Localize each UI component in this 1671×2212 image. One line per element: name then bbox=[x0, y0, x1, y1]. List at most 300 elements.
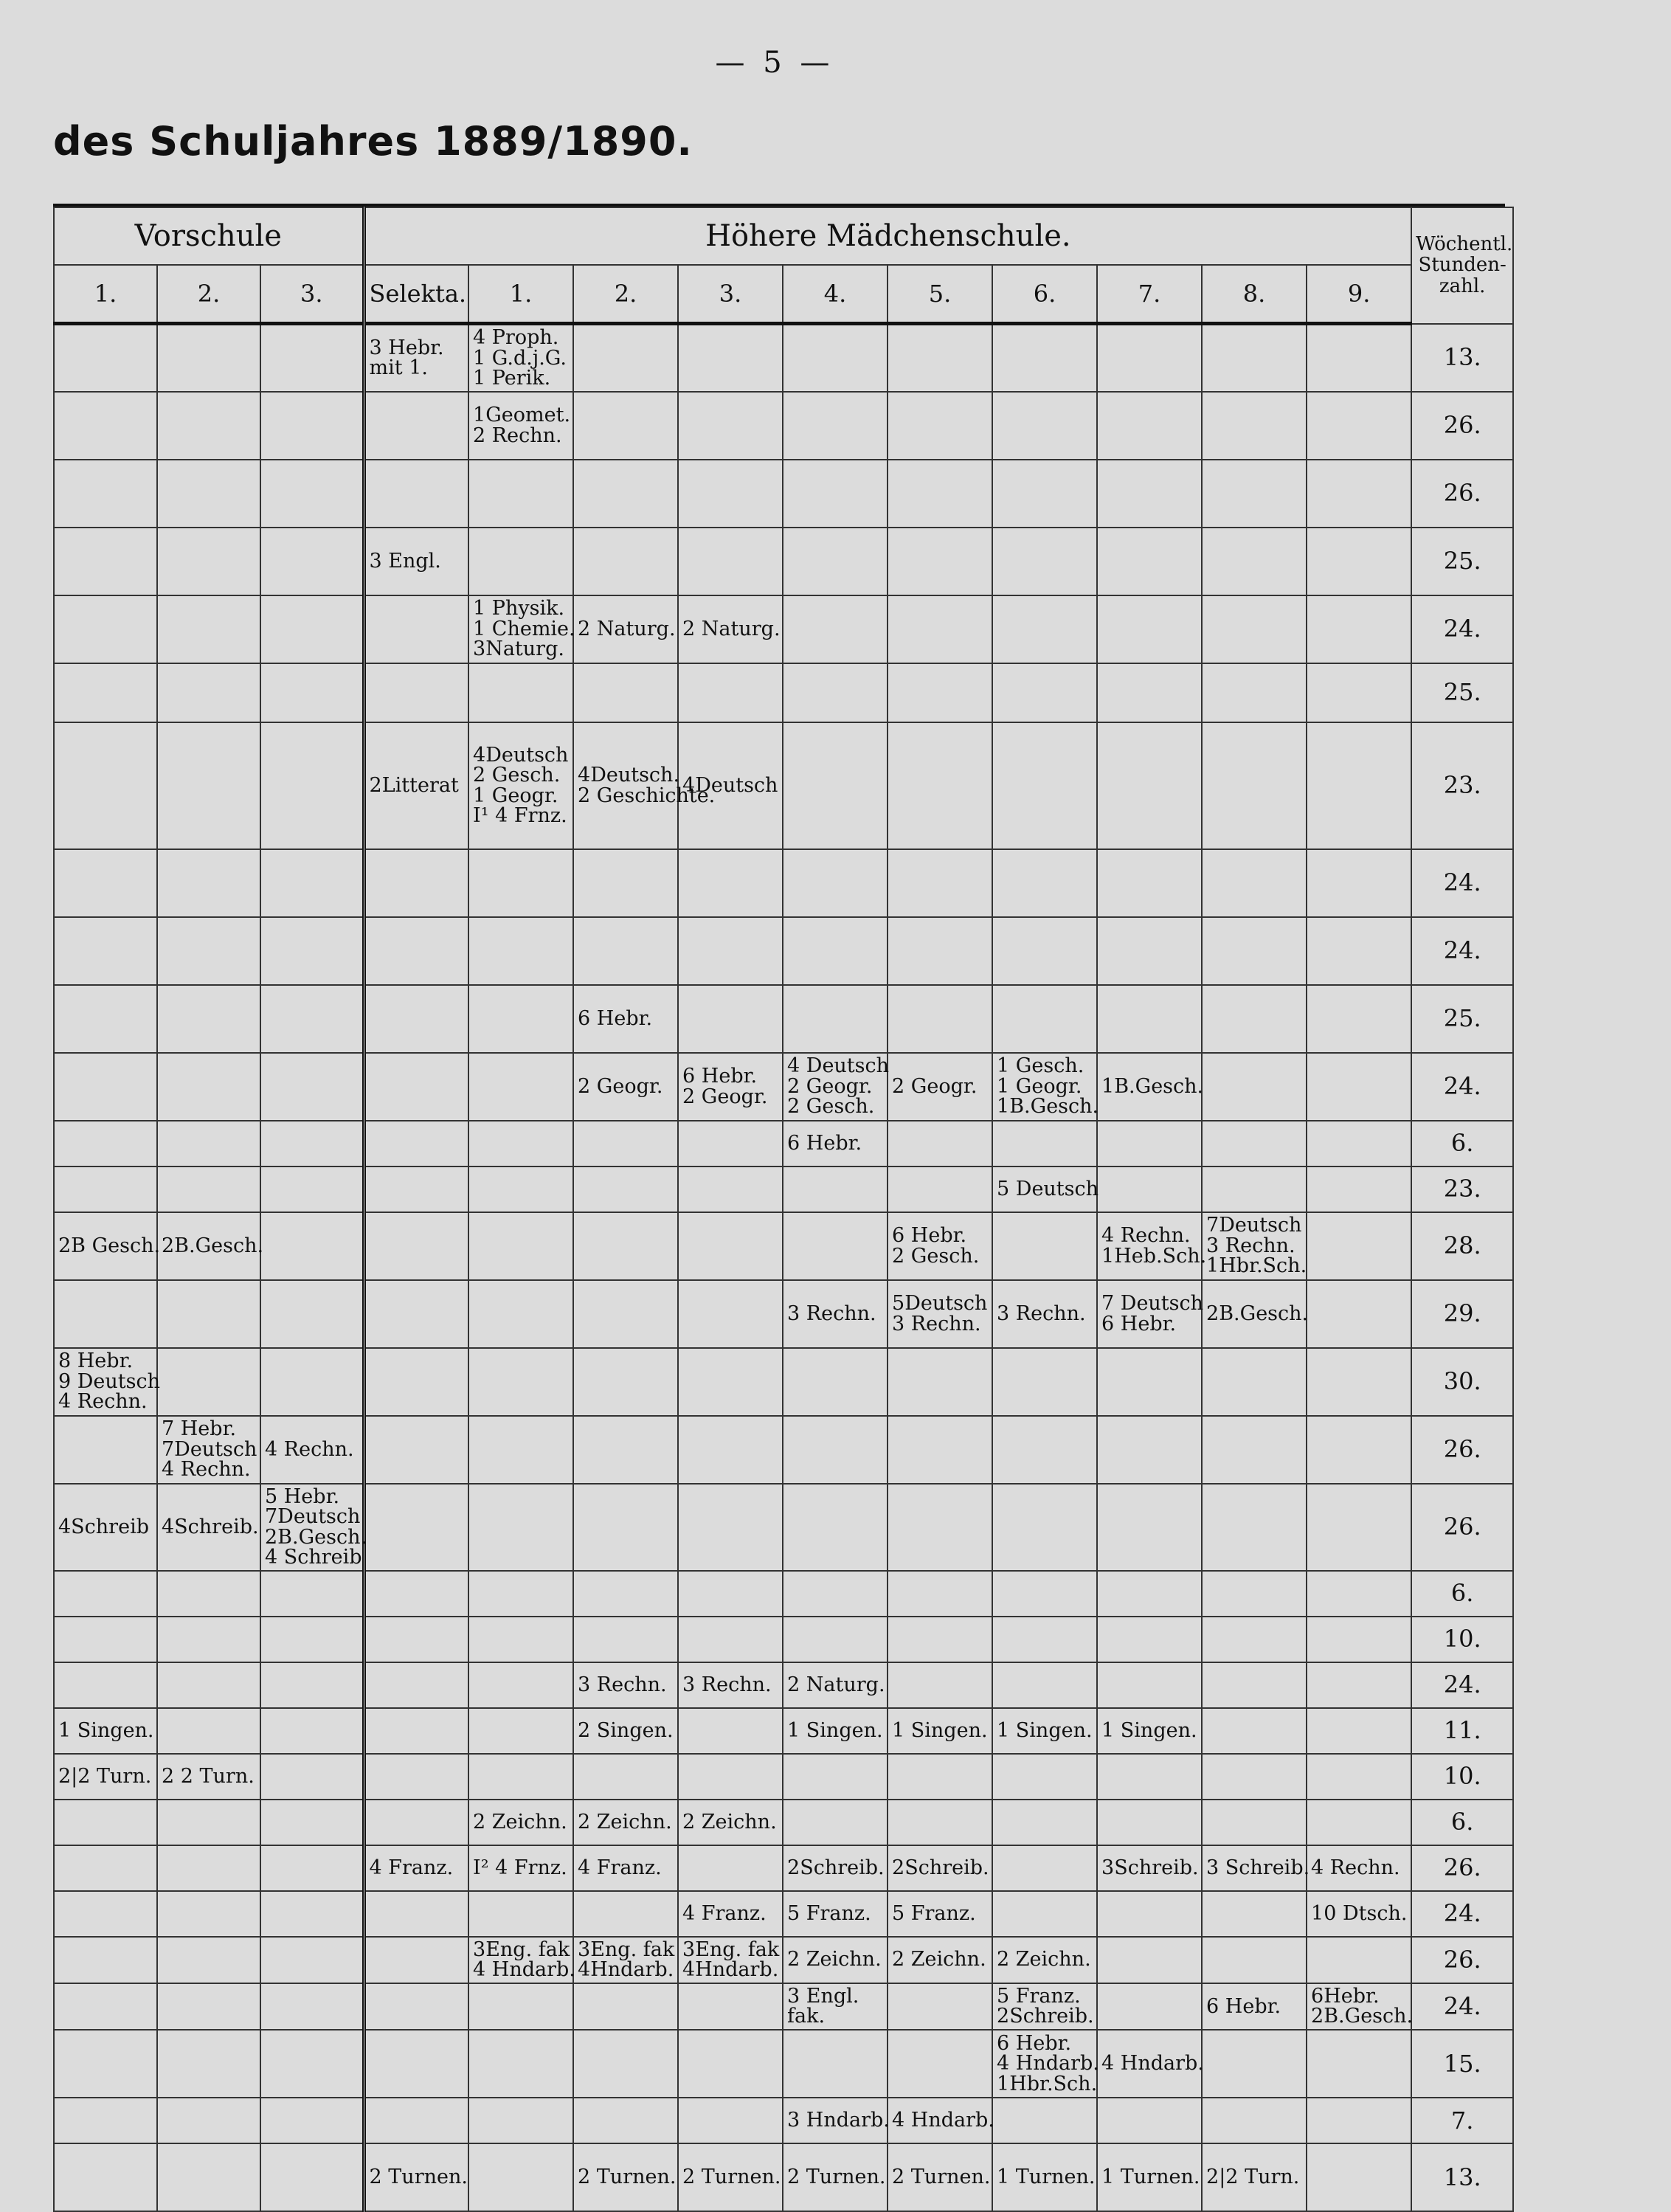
table-row bbox=[54, 1708, 1513, 1754]
cell-line: 4Hndarb. bbox=[578, 1958, 674, 1982]
schedule-cell bbox=[678, 663, 783, 722]
schedule-cell bbox=[260, 528, 364, 595]
schedule-cell bbox=[1307, 985, 1411, 1053]
schedule-cell bbox=[573, 528, 678, 595]
schedule-cell bbox=[1307, 1845, 1411, 1891]
schedule-cell bbox=[260, 1754, 364, 1800]
table-row bbox=[54, 1754, 1513, 1800]
schedule-cell bbox=[573, 1845, 678, 1891]
cell-line: 6 Hebr. bbox=[892, 1224, 967, 1248]
weekly-hours-total: 11. bbox=[1411, 1708, 1513, 1754]
schedule-cell bbox=[1097, 663, 1202, 722]
schedule-cell bbox=[157, 985, 260, 1053]
schedule-cell bbox=[54, 1937, 157, 1983]
weekly-hours-total: 25. bbox=[1411, 528, 1513, 595]
schedule-cell bbox=[678, 1484, 783, 1571]
schedule-cell bbox=[1202, 1708, 1307, 1754]
schedule-cell bbox=[54, 849, 157, 917]
schedule-cell bbox=[364, 1754, 468, 1800]
weekly-hours-total: 23. bbox=[1411, 722, 1513, 849]
cell-line: 1 Physik. bbox=[473, 597, 565, 621]
schedule-cell bbox=[260, 917, 364, 985]
schedule-cell bbox=[783, 324, 888, 392]
schedule-cell bbox=[54, 1708, 157, 1754]
schedule-cell bbox=[992, 1662, 1097, 1708]
cell-line: 2 Gesch. bbox=[892, 1244, 980, 1268]
schedule-cell bbox=[364, 1167, 468, 1212]
schedule-cell bbox=[260, 1845, 364, 1891]
weekly-hours-total: 26. bbox=[1411, 1937, 1513, 1983]
schedule-cell bbox=[678, 1348, 783, 1416]
schedule-cell bbox=[1202, 2098, 1307, 2143]
table-row bbox=[54, 1484, 1513, 1571]
cell-line: 6 Hebr. bbox=[787, 1131, 862, 1155]
schedule-body bbox=[54, 324, 1513, 2211]
schedule-cell bbox=[157, 1484, 260, 1571]
schedule-cell bbox=[468, 1937, 573, 1983]
schedule-cell bbox=[678, 460, 783, 528]
schedule-cell bbox=[1307, 1983, 1414, 2030]
schedule-cell bbox=[1202, 1891, 1307, 1937]
schedule-cell bbox=[678, 324, 783, 392]
cell-line: 1Heb.Sch. bbox=[1101, 1244, 1207, 1268]
cell-line: 2 Turnen. bbox=[682, 2166, 781, 2189]
schedule-cell bbox=[678, 1845, 783, 1891]
weekly-hours-total: 6. bbox=[1411, 1121, 1513, 1167]
schedule-cell bbox=[678, 1212, 783, 1280]
schedule-cell bbox=[1307, 1416, 1411, 1484]
schedule-cell bbox=[157, 392, 260, 460]
schedule-cell bbox=[1097, 1891, 1202, 1937]
cell-line: 5 Franz. bbox=[787, 1901, 871, 1925]
cell-line: 2 Naturg. bbox=[578, 617, 676, 640]
schedule-cell bbox=[992, 1800, 1097, 1845]
schedule-cell bbox=[783, 1800, 888, 1845]
schedule-cell bbox=[1097, 1121, 1202, 1167]
schedule-cell bbox=[1202, 722, 1307, 849]
schedule-cell bbox=[364, 917, 468, 985]
schedule-cell bbox=[260, 595, 364, 663]
schedule-cell bbox=[468, 528, 573, 595]
schedule-cell bbox=[573, 1348, 678, 1416]
schedule-cell bbox=[54, 1891, 157, 1937]
schedule-cell bbox=[1202, 1212, 1307, 1280]
schedule-cell bbox=[888, 1280, 992, 1348]
cell-line: 2Schreib. bbox=[997, 2005, 1094, 2028]
schedule-cell bbox=[468, 1053, 573, 1121]
schedule-cell bbox=[260, 1348, 364, 1416]
table-row bbox=[54, 460, 1513, 528]
schedule-cell bbox=[1307, 1891, 1411, 1937]
schedule-cell bbox=[260, 324, 364, 392]
weekly-hours-total: 25. bbox=[1411, 985, 1513, 1053]
schedule-cell bbox=[1307, 1121, 1411, 1167]
schedule-cell bbox=[992, 324, 1097, 392]
schedule-cell bbox=[888, 722, 992, 849]
schedule-cell bbox=[1202, 595, 1307, 663]
table-row bbox=[54, 722, 1513, 849]
column-header: 6. bbox=[992, 265, 1097, 324]
schedule-cell bbox=[678, 1708, 783, 1754]
schedule-cell bbox=[783, 1484, 888, 1571]
schedule-cell bbox=[1307, 1571, 1411, 1617]
schedule-cell bbox=[783, 663, 888, 722]
schedule-cell bbox=[364, 1571, 468, 1617]
weekly-hours-total: 25. bbox=[1411, 663, 1513, 722]
schedule-cell bbox=[260, 1708, 364, 1754]
column-header-row bbox=[54, 265, 1513, 324]
schedule-cell bbox=[678, 722, 783, 849]
schedule-cell bbox=[364, 2030, 468, 2098]
cell-line: 2|2 Turn. bbox=[1206, 2166, 1300, 2189]
schedule-cell bbox=[157, 663, 260, 722]
schedule-cell bbox=[783, 1662, 888, 1708]
schedule-cell bbox=[678, 849, 783, 917]
schedule-cell bbox=[364, 1708, 468, 1754]
cell-line: 3 Engl. bbox=[787, 1984, 859, 2008]
schedule-cell bbox=[678, 1937, 783, 1983]
schedule-cell bbox=[1307, 595, 1411, 663]
schedule-cell bbox=[1202, 1983, 1307, 2030]
cell-line: fak. bbox=[787, 2005, 826, 2028]
schedule-cell bbox=[157, 595, 260, 663]
cell-line: 5Deutsch bbox=[892, 1292, 988, 1316]
schedule-cell bbox=[157, 1416, 260, 1484]
schedule-cell bbox=[888, 1212, 992, 1280]
schedule-cell bbox=[157, 1983, 260, 2030]
schedule-cell bbox=[260, 985, 364, 1053]
schedule-cell bbox=[888, 1937, 992, 1983]
cell-line: 6 Hebr. bbox=[1206, 1994, 1281, 2018]
cell-line: 7 Hebr. bbox=[162, 1417, 237, 1441]
schedule-cell bbox=[1202, 917, 1307, 985]
weekly-hours-total: 26. bbox=[1411, 392, 1513, 460]
schedule-cell bbox=[157, 2030, 260, 2098]
schedule-cell bbox=[157, 1571, 260, 1617]
weekly-hours-line-2: Stunden- bbox=[1418, 254, 1506, 277]
cell-line: 1 Singen. bbox=[997, 1718, 1093, 1742]
schedule-cell bbox=[888, 663, 992, 722]
weekly-hours-total: 29. bbox=[1411, 1280, 1513, 1348]
schedule-cell bbox=[573, 595, 678, 663]
cell-line: 2|2 Turn. bbox=[58, 1764, 152, 1788]
schedule-cell bbox=[1097, 1348, 1202, 1416]
schedule-cell bbox=[1097, 1212, 1207, 1280]
schedule-cell bbox=[992, 917, 1097, 985]
cell-line: 3 Rechn. bbox=[1206, 1234, 1295, 1257]
column-header: 2. bbox=[573, 265, 678, 324]
schedule-cell bbox=[1202, 528, 1307, 595]
schedule-cell bbox=[260, 1800, 364, 1845]
schedule-cell bbox=[1307, 1484, 1411, 1571]
schedule-cell bbox=[468, 2143, 573, 2211]
schedule-cell bbox=[1307, 1937, 1411, 1983]
schedule-cell bbox=[1097, 1484, 1202, 1571]
cell-line: 4 Hndarb. bbox=[1101, 2052, 1204, 2076]
schedule-cell bbox=[1097, 917, 1202, 985]
schedule-cell bbox=[678, 1053, 783, 1121]
cell-line: 4 Hndarb. bbox=[473, 1958, 575, 1982]
table-row bbox=[54, 1800, 1513, 1845]
schedule-cell bbox=[573, 917, 678, 985]
schedule-cell bbox=[678, 985, 783, 1053]
schedule-cell bbox=[678, 1416, 783, 1484]
schedule-cell bbox=[1097, 392, 1202, 460]
cell-line: I² 4 Frnz. bbox=[473, 1856, 567, 1879]
schedule-cell bbox=[468, 1617, 573, 1662]
schedule-cell bbox=[783, 1121, 888, 1167]
schedule-cell bbox=[468, 1754, 573, 1800]
schedule-cell bbox=[783, 595, 888, 663]
schedule-cell bbox=[1307, 2098, 1411, 2143]
schedule-cell bbox=[992, 2098, 1097, 2143]
schedule-cell bbox=[783, 1891, 888, 1937]
cell-line: 3Naturg. bbox=[473, 637, 564, 661]
cell-line: 4 Rechn. bbox=[58, 1390, 148, 1414]
schedule-cell bbox=[1307, 392, 1411, 460]
schedule-cell bbox=[1307, 1167, 1411, 1212]
schedule-cell bbox=[157, 1662, 260, 1708]
schedule-cell bbox=[678, 1167, 783, 1212]
schedule-cell bbox=[1307, 460, 1411, 528]
weekly-hours-total: 13. bbox=[1411, 324, 1513, 392]
schedule-cell bbox=[157, 1800, 260, 1845]
cell-line: 3 Rechn. bbox=[997, 1302, 1086, 1325]
schedule-cell bbox=[1307, 528, 1411, 595]
cell-line: 2 Geogr. bbox=[787, 1074, 873, 1098]
cell-line: 6Hebr. bbox=[1311, 1984, 1380, 2008]
schedule-cell bbox=[260, 1617, 364, 1662]
schedule-cell bbox=[260, 1484, 367, 1571]
schedule-cell bbox=[1097, 460, 1202, 528]
schedule-cell bbox=[783, 1845, 888, 1891]
schedule-cell bbox=[157, 849, 260, 917]
schedule-cell bbox=[992, 595, 1097, 663]
schedule-cell bbox=[54, 595, 157, 663]
schedule-cell bbox=[364, 2098, 468, 2143]
schedule-cell bbox=[783, 1053, 888, 1121]
cell-line: 10 Dtsch. bbox=[1311, 1901, 1408, 1925]
schedule-cell bbox=[1307, 1348, 1411, 1416]
schedule-cell bbox=[54, 1348, 160, 1416]
schedule-cell bbox=[573, 663, 678, 722]
schedule-cell bbox=[364, 528, 468, 595]
schedule-cell bbox=[573, 1708, 678, 1754]
schedule-cell bbox=[468, 917, 573, 985]
schedule-cell bbox=[54, 1280, 157, 1348]
cell-line: 1 Geogr. bbox=[473, 784, 558, 807]
schedule-cell bbox=[888, 1053, 992, 1121]
cell-line: 4Hndarb. bbox=[682, 1958, 779, 1982]
schedule-cell bbox=[468, 663, 573, 722]
schedule-cell bbox=[992, 2030, 1097, 2098]
schedule-cell bbox=[1307, 324, 1411, 392]
schedule-cell bbox=[260, 1571, 364, 1617]
schedule-cell bbox=[888, 985, 992, 1053]
cell-line: 2 Gesch. bbox=[473, 764, 561, 787]
schedule-cell bbox=[992, 1845, 1097, 1891]
schedule-cell bbox=[1097, 1845, 1202, 1891]
cell-line: 6 Hebr. bbox=[578, 1006, 653, 1030]
schedule-cell bbox=[783, 849, 888, 917]
weekly-hours-total: 24. bbox=[1411, 1891, 1513, 1937]
schedule-cell bbox=[573, 985, 678, 1053]
schedule-cell bbox=[1307, 917, 1411, 985]
schedule-cell bbox=[54, 722, 157, 849]
schedule-cell bbox=[573, 1167, 678, 1212]
schedule-cell bbox=[678, 1571, 783, 1617]
column-header: 5. bbox=[888, 265, 992, 324]
schedule-cell bbox=[1202, 1845, 1310, 1891]
schedule-cell bbox=[468, 460, 573, 528]
schedule-cell bbox=[468, 1983, 573, 2030]
schedule-cell bbox=[364, 1348, 468, 1416]
cell-line: 1 Turnen. bbox=[997, 2166, 1096, 2189]
cell-line: 2 Turnen. bbox=[787, 2166, 886, 2189]
schedule-cell bbox=[364, 1212, 468, 1280]
schedule-cell bbox=[54, 460, 157, 528]
schedule-cell bbox=[364, 722, 468, 849]
cell-line: 2 Geogr. bbox=[682, 1085, 768, 1108]
cell-line: 2Schreib. bbox=[787, 1856, 885, 1879]
schedule-cell bbox=[468, 595, 573, 663]
cell-line: 2 Zeichn. bbox=[473, 1810, 567, 1833]
schedule-cell bbox=[54, 528, 157, 595]
schedule-cell bbox=[573, 392, 678, 460]
cell-line: 1 G.d.j.G. bbox=[473, 346, 567, 370]
cell-line: 4Deutsch bbox=[473, 743, 569, 767]
schedule-cell bbox=[573, 1937, 678, 1983]
schedule-cell bbox=[54, 1484, 157, 1571]
schedule-cell bbox=[1202, 2030, 1307, 2098]
schedule-cell bbox=[678, 1800, 783, 1845]
schedule-cell bbox=[1097, 985, 1202, 1053]
schedule-cell bbox=[364, 595, 468, 663]
column-header: 3. bbox=[260, 265, 364, 324]
schedule-cell bbox=[573, 1571, 678, 1617]
schedule-cell bbox=[54, 917, 157, 985]
cell-line: 1B.Gesch. bbox=[997, 1095, 1099, 1119]
weekly-hours-total: 26. bbox=[1411, 1484, 1513, 1571]
schedule-cell bbox=[468, 1121, 573, 1167]
weekly-hours-line-1: Wöchentl. bbox=[1416, 232, 1513, 255]
cell-line: 2B.Gesch. bbox=[1206, 1302, 1309, 1325]
schedule-cell bbox=[888, 1121, 992, 1167]
schedule-cell bbox=[1202, 460, 1307, 528]
cell-line: 6 Hebr. bbox=[682, 1065, 758, 1088]
schedule-cell bbox=[992, 1708, 1097, 1754]
cell-line: 5 Deutsch bbox=[997, 1177, 1099, 1200]
schedule-cell bbox=[1307, 2143, 1411, 2211]
schedule-cell bbox=[573, 1617, 678, 1662]
cell-line: 6 Hebr. bbox=[1101, 1312, 1177, 1335]
table-row bbox=[54, 1416, 1513, 1484]
schedule-cell bbox=[1097, 1280, 1202, 1348]
schedule-cell bbox=[992, 663, 1097, 722]
schedule-cell bbox=[573, 1416, 678, 1484]
cell-line: 1 Perik. bbox=[473, 367, 551, 390]
weekly-hours-total: 24. bbox=[1411, 1662, 1513, 1708]
table-row bbox=[54, 985, 1513, 1053]
schedule-cell bbox=[1097, 1800, 1202, 1845]
schedule-cell bbox=[1097, 2098, 1202, 2143]
table-row bbox=[54, 1121, 1513, 1167]
schedule-cell bbox=[260, 1212, 364, 1280]
cell-line: 7Deutsch bbox=[162, 1437, 257, 1461]
schedule-cell bbox=[260, 2030, 364, 2098]
schedule-cell bbox=[468, 1484, 573, 1571]
schedule-cell bbox=[157, 722, 260, 849]
weekly-hours-total: 26. bbox=[1411, 460, 1513, 528]
schedule-cell bbox=[54, 2143, 157, 2211]
schedule-cell bbox=[54, 324, 157, 392]
schedule-cell bbox=[992, 1348, 1097, 1416]
weekly-hours-total: 30. bbox=[1411, 1348, 1513, 1416]
schedule-cell bbox=[783, 1212, 888, 1280]
cell-line: 3Eng. fak bbox=[682, 1938, 780, 1961]
schedule-cell bbox=[468, 2030, 573, 2098]
schedule-cell bbox=[364, 460, 468, 528]
column-header: 8. bbox=[1202, 265, 1307, 324]
cell-line: 2Litterat bbox=[369, 773, 459, 797]
schedule-cell bbox=[992, 460, 1097, 528]
schedule-cell bbox=[364, 324, 468, 392]
weekly-hours-total: 7. bbox=[1411, 2098, 1513, 2143]
schedule-cell bbox=[573, 1484, 678, 1571]
schedule-cell bbox=[678, 1280, 783, 1348]
cell-line: 2 Gesch. bbox=[787, 1095, 875, 1119]
schedule-cell bbox=[260, 460, 364, 528]
schedule-cell bbox=[157, 460, 260, 528]
column-header: 9. bbox=[1307, 265, 1411, 324]
schedule-cell bbox=[573, 1053, 678, 1121]
table-row bbox=[54, 1891, 1513, 1937]
schedule-cell bbox=[260, 1280, 364, 1348]
schedule-cell bbox=[573, 1121, 678, 1167]
schedule-cell bbox=[364, 2143, 468, 2211]
schedule-cell bbox=[783, 2030, 888, 2098]
schedule-cell bbox=[783, 460, 888, 528]
column-header: 1. bbox=[54, 265, 157, 324]
schedule-cell bbox=[54, 1121, 157, 1167]
schedule-cell bbox=[468, 1416, 573, 1484]
schedule-cell bbox=[364, 1617, 468, 1662]
schedule-cell bbox=[1202, 1280, 1307, 1348]
schedule-cell bbox=[260, 1662, 364, 1708]
cell-line: 3 Rechn. bbox=[787, 1302, 876, 1325]
schedule-cell bbox=[1202, 1053, 1307, 1121]
cell-line: 4 Rechn. bbox=[1311, 1856, 1400, 1879]
schedule-cell bbox=[468, 722, 573, 849]
schedule-cell bbox=[992, 1280, 1097, 1348]
schedule-cell bbox=[573, 2143, 678, 2211]
table-row bbox=[54, 392, 1513, 460]
schedule-cell bbox=[54, 1845, 157, 1891]
schedule-cell bbox=[888, 1416, 992, 1484]
schedule-cell bbox=[1307, 1754, 1411, 1800]
schedule-cell bbox=[1307, 1053, 1411, 1121]
schedule-cell bbox=[157, 324, 260, 392]
schedule-cell bbox=[992, 1416, 1097, 1484]
table-row bbox=[54, 1348, 1513, 1416]
schedule-cell bbox=[54, 1212, 161, 1280]
schedule-cell bbox=[468, 392, 573, 460]
cell-line: 7Deutsch bbox=[265, 1505, 361, 1529]
cell-line: 1 Gesch. bbox=[997, 1054, 1084, 1078]
cell-line: 2B.Gesch. bbox=[265, 1525, 367, 1549]
schedule-cell bbox=[888, 2098, 992, 2143]
schedule-cell bbox=[157, 2143, 260, 2211]
